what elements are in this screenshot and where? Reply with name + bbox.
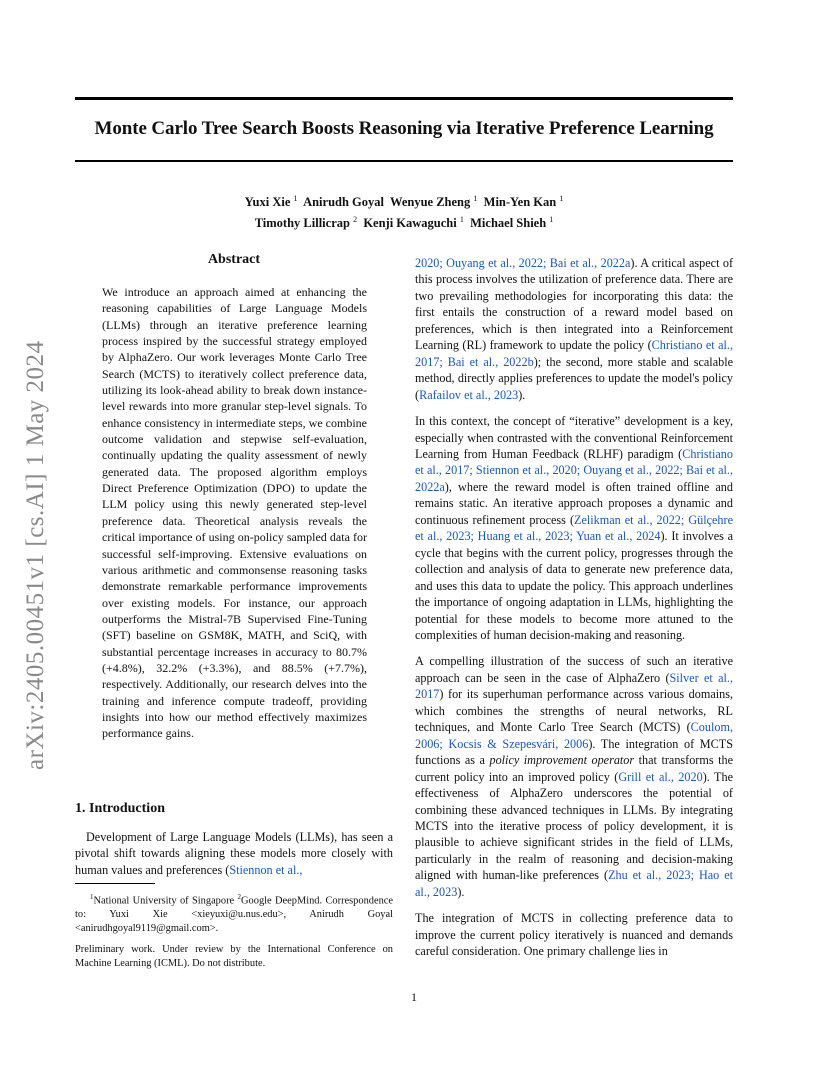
paragraph-text: ). The integration of MCTS functions as a	[415, 736, 733, 768]
intro-paragraph	[75, 829, 393, 878]
citation-link[interactable]: Rafailov et al., 2023	[419, 387, 519, 402]
citation-link[interactable]: Christiano et al., 2017; Stiennon et al., 2020; Ouyang et al., 2022; Bai et al., 2022a	[415, 446, 733, 494]
affiliation-mark: 1	[459, 215, 464, 225]
page-number: 1	[411, 990, 417, 1004]
footnote-affiliations	[75, 890, 393, 936]
affiliation-mark: 2	[353, 215, 358, 225]
footnote-text: National University of Singapore	[93, 895, 238, 907]
paragraph: The integration of MCTS in collecting preference data to improve the current policy iteratively is nuanced and demands careful consideration. One primary challenge lies in	[415, 911, 733, 959]
author-line-2	[75, 211, 733, 232]
paragraph-text: In this context, the concept of “iterative” development is a key, especially when contrasted with the conventional Reinforcement Learning from Human Feedback (RLHF) paradigm (	[415, 414, 733, 461]
author-name: Anirudh Goyal	[303, 195, 384, 210]
paragraph-text: ). The effectiveness of AlphaZero underscores the potential of combining these advanced techniques in LLMs. By integrating MCTS into the iterative process of policy development, it is plausible to achieve significant strides in the field of LLMs, particularly in the realm of reasoning and decision-making aligned with human-like preferences (	[415, 769, 733, 883]
title-bottom-rule	[75, 160, 733, 162]
paragraph	[415, 653, 733, 900]
citation-link[interactable]: Grill et al., 2020	[618, 769, 703, 784]
citation-link[interactable]: 2020; Ouyang et al., 2022; Bai et al., 2022a	[415, 256, 631, 270]
author-name: Wenyue Zheng	[390, 195, 471, 210]
intro-text: Development of Large Language Models (LLMs), has seen a pivotal shift towards aligning these models more closely with human values and preferences (	[75, 830, 393, 877]
footnote-rule	[75, 883, 155, 884]
author-name: Yuxi Xie	[244, 195, 291, 210]
paper-title: Monte Carlo Tree Search Boosts Reasoning via Iterative Preference Learning	[94, 118, 714, 139]
citation-link[interactable]: Coulom, 2006; Kocsis & Szepesvári, 2006	[415, 720, 733, 751]
paragraph-text: ).	[518, 387, 526, 402]
author-name: Kenji Kawaguchi	[363, 216, 457, 231]
emphasis-text: policy improvement operator	[489, 753, 635, 768]
footnote-mark: 1	[90, 893, 94, 901]
left-column	[75, 252, 393, 742]
abstract-text: We introduce an approach aimed at enhancing the reasoning capabilities of Large Language Models (LLMs) through an iterative preference learning process inspired by the successful strategy employed by AlphaZero. Our work leverages Monte Carlo Tree Search (MCTS) to iteratively collect preference data, utilizing its look-ahead ability to break down instance-level rewards into more granular step-level signals. To enhance consistency in intermediate steps, we combine outcome validation and stepwise self-evaluation, continually updating the quality assessment of newly generated data. The proposed algorithm employs Direct Preference Optimization (DPO) to update the LLM policy using this newly generated step-level preference data. Theoretical analysis reveals the critical importance of using on-policy sampled data for successful self-improving. Extensive evaluations on various arithmetic and commonsense reasoning tasks demonstrate remarkable performance improvements over existing models. For instance, our approach outperforms the Mistral-7B Supervised Fine-Tuning (SFT) baseline on GSM8K, MATH, and SciQ, with substantial percentage increases in accuracy to 80.7% (+4.8%), 32.2% (+3.3%), and 88.5% (+7.7%), respectively. Additionally, our research delves into the training and inference compute tradeoff, providing insights into how our method effectively maximizes performance gains.	[102, 285, 367, 741]
affiliation-mark: 1	[559, 194, 564, 203]
paragraph	[415, 255, 733, 403]
paragraph-text: ).	[457, 884, 465, 899]
paragraph-text: ) for its superhuman performance across various domains, which combines the strengths of neural networks, RL techniques, and Monte Carlo Tree Search (MCTS) (	[415, 687, 733, 735]
citation-link[interactable]: Stiennon et al.,	[229, 862, 303, 877]
citation-link[interactable]: Zhu et al., 2023; Hao et al., 2023	[415, 868, 733, 899]
affiliation-mark: 1	[473, 194, 478, 203]
author-line-1	[75, 190, 733, 211]
section-heading-introduction: 1. Introduction	[75, 801, 165, 816]
paragraph-text: ). It involves a cycle that begins with the current policy, progresses through the collection and analysis of data to generate new preference data, and uses this data to update the policy. This approach underlines the importance of ongoing adaptation in LLMs, highlighting the potential for these models to become more attuned to the complexities of human decision-making and reasoning.	[415, 529, 733, 642]
citation-link[interactable]: Silver et al., 2017	[415, 670, 734, 702]
citation-link[interactable]: Christiano et al., 2017; Bai et al., 2022b	[415, 338, 733, 369]
author-list	[75, 190, 733, 232]
citation-link[interactable]: Zelikman et al., 2022; Gülçehre et al., 2023; Huang et al., 2023; Yuan et al., 2024	[415, 512, 733, 544]
affiliation-mark: 1	[549, 215, 554, 225]
arxiv-watermark	[22, 295, 52, 770]
paragraph-text: that transforms the current policy into an improved policy (	[415, 753, 733, 784]
paragraph	[415, 413, 733, 643]
author-name: Michael Shieh	[470, 216, 547, 231]
paragraph-text: ). A critical aspect of this process involves the utilization of preference data. There are two prevailing methodologies for incorporating this data: the first entails the construction of a reward model based on preferences, which is then integrated into a Reinforcement Learning (RL) framework to update the policy (	[415, 256, 734, 353]
affiliation-mark: 1	[293, 194, 298, 203]
footnote-mark: 2	[237, 893, 242, 901]
footnote-text: Google DeepMind. Correspondence to: Yuxi Xie <xieyuxi@u.nus.edu>, Anirudh Goyal <anirudhgoyal9119@gmail.com>.	[75, 895, 393, 935]
author-name: Timothy Lillicrap	[254, 216, 350, 231]
right-column	[415, 255, 733, 970]
paragraph-text: ), where the reward model is often trained offline and remains static. An iterative approach proposes a dynamic and continuous refinement process (	[415, 479, 733, 527]
paragraph-text: ); the second, more stable and scalable method, directly applies preferences to update the model's policy (	[415, 354, 733, 402]
footnote-preliminary: Preliminary work. Under review by the International Conference on Machine Learning (ICML). Do not distribute.	[75, 944, 393, 969]
abstract-heading: Abstract	[207, 252, 261, 267]
author-name: Min-Yen Kan	[483, 195, 557, 210]
paragraph-text: A compelling illustration of the success of such an iterative approach can be seen in the case of AlphaZero (	[415, 654, 733, 685]
arxiv-id-text: arXiv:2405.00451v1 [cs.AI] 1 May 2024	[22, 340, 49, 770]
title-top-rule	[75, 97, 733, 100]
